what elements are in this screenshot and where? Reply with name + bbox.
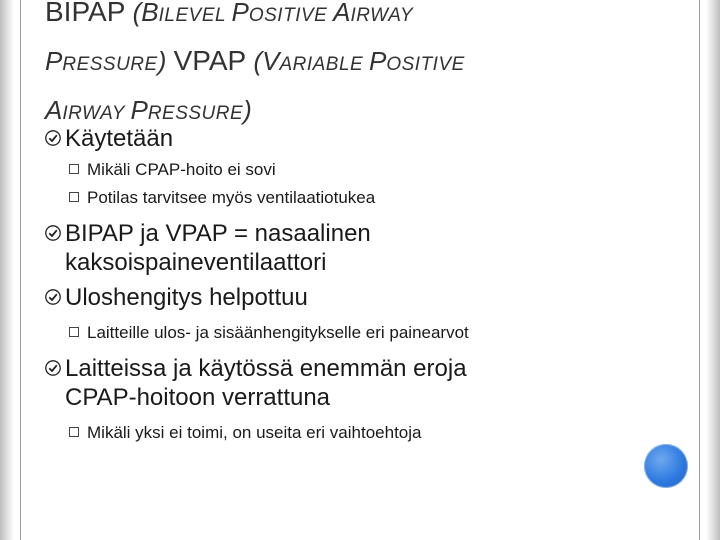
blue-circle-icon <box>644 444 688 488</box>
subbullet-item <box>45 422 665 444</box>
checkmark-circle-icon <box>45 360 61 376</box>
subbullet-text: Potilas tarvitsee myös ventilaatiotukea <box>87 188 376 207</box>
bullet-text-line1: BIPAP ja VPAP = nasaalinen <box>65 220 371 247</box>
title-paren: ( <box>246 46 263 76</box>
slide-body <box>45 124 665 444</box>
bullet-item <box>45 219 665 277</box>
title-small: OSITIVE <box>386 54 465 75</box>
title-paren: ( <box>125 0 142 27</box>
subbullet-item <box>45 187 665 209</box>
title-small: ARIABLE <box>279 54 369 75</box>
title-cap: P <box>231 0 249 27</box>
subbullet-text: Mikäli CPAP-hoito ei sovi <box>87 160 276 179</box>
subbullet-text: Laitteille ulos- ja sisäänhengitykselle eri painearvot <box>87 323 469 342</box>
title-cap: B <box>141 0 159 27</box>
bullet-text: Uloshengitys helpottuu <box>65 284 308 311</box>
frame-line-left <box>20 0 21 540</box>
checkmark-circle-icon <box>45 225 61 241</box>
subbullet-item <box>45 159 665 181</box>
title-cap: A <box>45 95 63 125</box>
empty-box-icon <box>69 192 79 202</box>
slide-title <box>45 0 645 137</box>
bullet-text-line2: kaksoispaineventilaattori <box>65 249 327 276</box>
title-cap: A <box>333 0 351 27</box>
empty-box-icon <box>69 164 79 174</box>
title-line-2 <box>45 39 645 88</box>
title-small: RESSURE <box>147 103 244 124</box>
title-small: ILEVEL <box>158 5 232 26</box>
slide-frame-left <box>0 0 14 540</box>
title-small: RESSURE <box>62 54 158 75</box>
subbullet-item <box>45 322 665 344</box>
empty-box-icon <box>69 327 79 337</box>
bullet-item <box>45 283 665 312</box>
title-small: IRWAY <box>350 5 414 26</box>
checkmark-circle-icon <box>45 130 61 146</box>
bullet-item <box>45 124 665 153</box>
bullet-text-line1: Laitteissa ja käytössä enemmän eroja <box>65 355 467 382</box>
bullet-item <box>45 354 665 412</box>
bullet-text: Käytetään <box>65 125 174 152</box>
slide-frame-right <box>706 0 720 540</box>
empty-box-icon <box>69 427 79 437</box>
title-paren: ) <box>243 95 252 125</box>
title-cap: P <box>130 95 148 125</box>
title-vpap: VPAP <box>173 45 247 76</box>
title-cap: P <box>369 46 387 76</box>
title-cap: V <box>262 46 280 76</box>
subbullet-text: Mikäli yksi ei toimi, on useita eri vaihtoehtoja <box>87 423 422 442</box>
title-small: IRWAY <box>62 103 131 124</box>
title-small: OSITIVE <box>248 5 334 26</box>
bullet-text-line2: CPAP-hoitoon verrattuna <box>65 384 331 411</box>
title-paren: ) <box>157 46 174 76</box>
frame-line-right <box>699 0 700 540</box>
title-cap: P <box>45 46 63 76</box>
title-bipap: BIPAP <box>45 0 126 27</box>
checkmark-circle-icon <box>45 289 61 305</box>
title-line-1 <box>45 0 645 39</box>
